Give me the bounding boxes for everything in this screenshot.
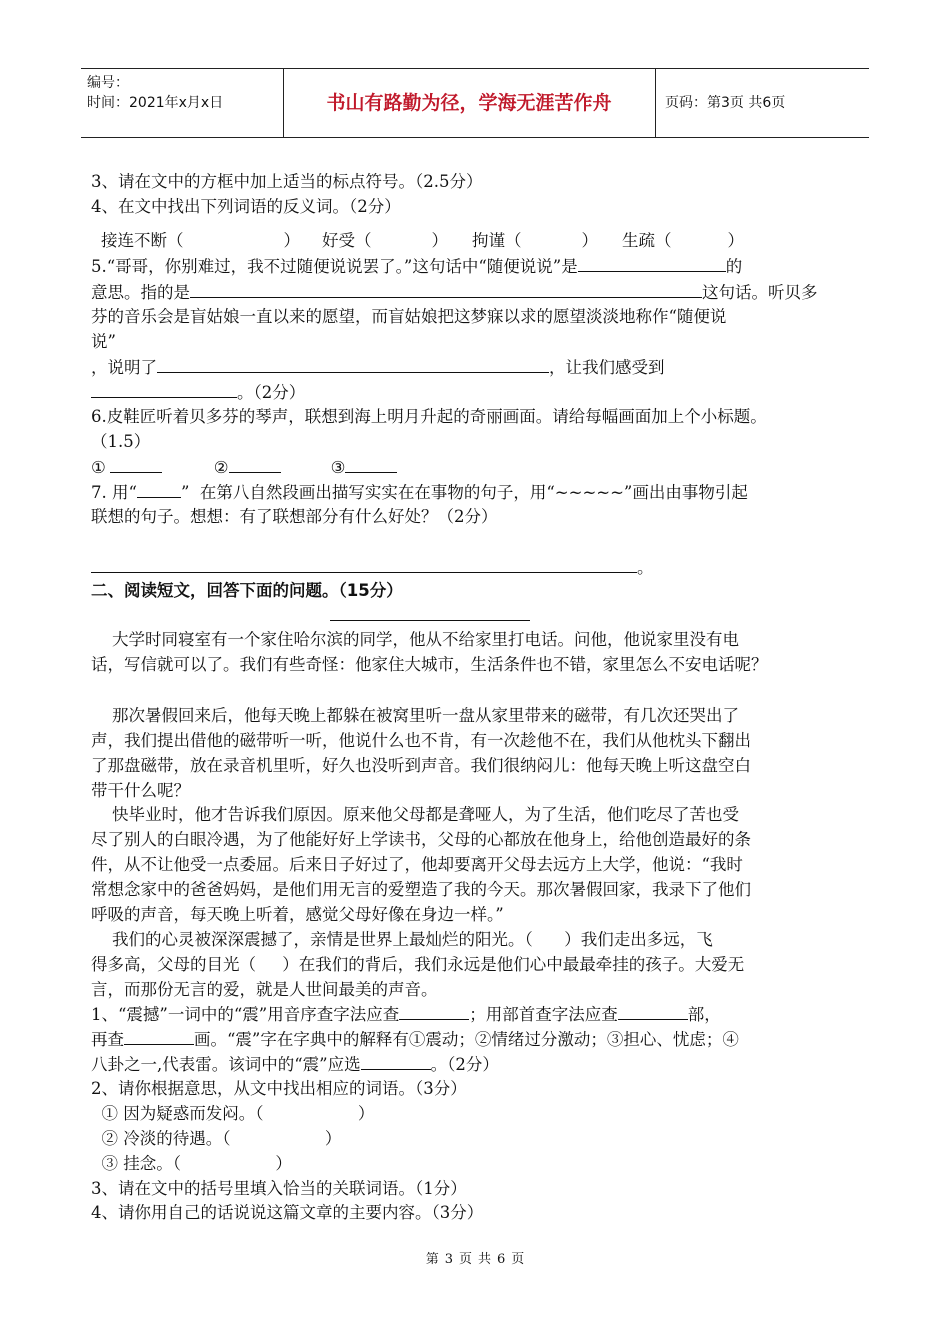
answer-blank[interactable] [157,355,549,373]
page-footer [0,1248,950,1267]
circled-number: ② [213,458,229,477]
passage-line: 快毕业时，他才告诉我们原因。原来他父母都是聋哑人，为了生活，他们吃尽了苦也受 [91,805,739,824]
circled-number: ① [91,458,106,477]
current-page: 3 [444,1252,453,1267]
answer-blank[interactable] [110,455,162,473]
title-blank [330,620,530,621]
question-3: 3、请在文中的方框中加上适当的标点符号。（2.5分） [91,172,483,191]
answer-blank[interactable] [345,455,397,473]
circled-number: ③ [330,458,346,477]
text: 。（2分） [430,1055,499,1074]
question-5-line: 说” [91,332,116,351]
text: ，说明了 [91,358,157,377]
question-6: （1.5） [91,432,151,451]
answer-blank[interactable] [229,455,281,473]
passage-line: 件，从不让他受一点委屈。后来日子好过了，他却要离开父母去远方上大学，他说：“我时 [91,855,743,874]
text: ，让我们感受到 [549,358,665,377]
header-meta [87,73,283,113]
antonym-word: 接连不断（ [101,231,184,250]
text: 5.“哥哥，你别难过，我不过随便说说罢了。”这句话中“随便说说”是 [91,257,578,276]
text: 这句话。听贝多 [702,283,818,302]
answer-blank[interactable] [91,555,637,573]
text: 再查 [91,1030,124,1049]
text: 八卦之一,代表雷。该词中的“震”应选 [91,1055,361,1074]
passage-line: 常想念家中的爸爸妈妈，是他们用无言的爱塑造了我的今天。那次暑假回家，我录下了他们 [91,880,751,899]
text: 1、“震撼”一词中的“震”用音序查字法应查 [91,1005,400,1024]
passage-line: 那次暑假回来后，他每天晚上都躲在被窝里听一盘从家里带来的磁带，有几次还哭出了 [91,706,739,725]
question-3: 3、请在文中的括号里填入恰当的关联词语。（1分） [91,1179,467,1198]
antonym-word: 生疏（ [622,231,672,250]
passage-line: 声，我们提出借他的磁带听一听，他说什么也不肯，有一次趁他不在，我们从他枕头下翻出 [91,731,751,750]
answer-blank[interactable] [124,1027,194,1045]
footer-text: 共 [478,1252,492,1267]
text: ” 在第八自然段画出描写实实在在事物的句子，用“~~~~~”画出由事物引起 [180,483,748,502]
text: 意思。指的是 [91,283,190,302]
question-4: 4、请你用自己的话说说这篇文章的主要内容。（3分） [91,1203,484,1222]
footer-text: 页 [511,1252,525,1267]
question-4: 4、在文中找出下列词语的反义词。（2分） [91,197,401,216]
time-label: 时间：2021年x月x日 [87,95,224,111]
question-7: 联想的句子。想想：有了联想部分有什么好处？（2分） [91,507,498,526]
question-5-line [91,355,665,380]
question-1 [91,1002,721,1027]
paren-close: ） [431,231,448,250]
paren-close: ） [283,231,300,250]
header-motto: 书山有路勤为径，学海无涯苦作舟 [326,92,612,114]
passage-line: 尽了别人的白眼冷遇，为了他能好好上学读书，父母的心都放在他身上，给他创造最好的条 [91,830,751,849]
question-1 [91,1027,739,1052]
page-header [81,68,869,138]
underline-sample [137,480,181,498]
text: ；用部首查字法应查 [469,1005,618,1024]
passage-line: 得多高，父母的目光（ ）在我们的背后，我们永远是他们心中最最牵挂的孩子。大爱无 [91,955,745,974]
footer-text: 第 [425,1252,439,1267]
passage-line: 我们的心灵被深深震撼了，亲情是世界上最灿烂的阳光。（ ）我们走出多远，飞 [91,930,713,949]
question-5-line [91,280,818,305]
paren-close: ） [727,231,744,250]
question-2: 2、请你根据意思，从文中找出相应的词语。（3分） [91,1079,467,1098]
paren-close: ） [581,231,598,250]
question-7-answer [91,555,654,580]
passage-line: 大学时同寝室有一个家住哈尔滨的同学，他从不给家里打电话。问他，他说家里没有电 [91,630,739,649]
passage-line: 呼吸的声音，每天晚上听着，感觉父母好像在身边一样。” [91,905,504,924]
header-divider [655,69,656,137]
passage-line: 了那盘磁带，放在录音机里听，好久也没听到声音。我们很纳闷儿：他每天晚上听这盘空白 [91,756,751,775]
question-2-item: ③ 挂念。（ ） [91,1154,292,1173]
antonym-row [101,229,744,253]
passage-line: 言，而那份无言的爱，就是人世间最美的声音。 [91,980,438,999]
passage-line: 话，写信就可以了。我们有些奇怪：他家住大城市，生活条件也不错，家里怎么不安电话呢？ [91,655,768,674]
answer-blank[interactable] [618,1002,688,1020]
text: 的 [725,257,743,276]
antonym-word: 拘谨（ [472,231,522,250]
page-info: 页码：第3页 共6页 [665,95,786,111]
question-5-line: 芬的音乐会是盲姑娘一直以来的愿望，而盲姑娘把这梦寐以求的愿望淡淡地称作“随便说 [91,307,727,326]
question-5-line [91,380,305,405]
question-7 [91,480,748,505]
text: 部， [687,1005,721,1024]
answer-blank[interactable] [190,280,702,298]
text: 。 [637,558,654,577]
question-2-item: ① 因为疑惑而发闷。（ ） [91,1104,375,1123]
antonym-word: 好受（ [322,231,372,250]
text: 。（2分） [237,383,306,402]
answer-blank[interactable] [361,1052,431,1070]
answer-blank[interactable] [578,254,726,272]
passage-line: 带干什么呢？ [91,781,190,800]
text: 7. 用“ [91,483,137,502]
question-2-item: ② 冷淡的待遇。（ ） [91,1129,342,1148]
answer-blank[interactable] [91,380,237,398]
answer-blank[interactable] [399,1002,469,1020]
section-heading: 二、阅读短文，回答下面的问题。（15分） [91,581,403,600]
number-label: 编号： [87,75,129,91]
total-pages: 6 [497,1252,506,1267]
question-6: 6.皮鞋匠听着贝多芬的琴声，联想到海上明月升起的奇丽画面。请给每幅画面加上个小标题。 [91,407,767,426]
subtitle-row [91,455,397,480]
question-1 [91,1052,499,1077]
footer-text: 页 [458,1252,472,1267]
text: 画。“震”字在字典中的解释有①震动；②情绪过分激动；③担心、忧虑；④ [194,1030,739,1049]
question-5-line [91,254,742,279]
